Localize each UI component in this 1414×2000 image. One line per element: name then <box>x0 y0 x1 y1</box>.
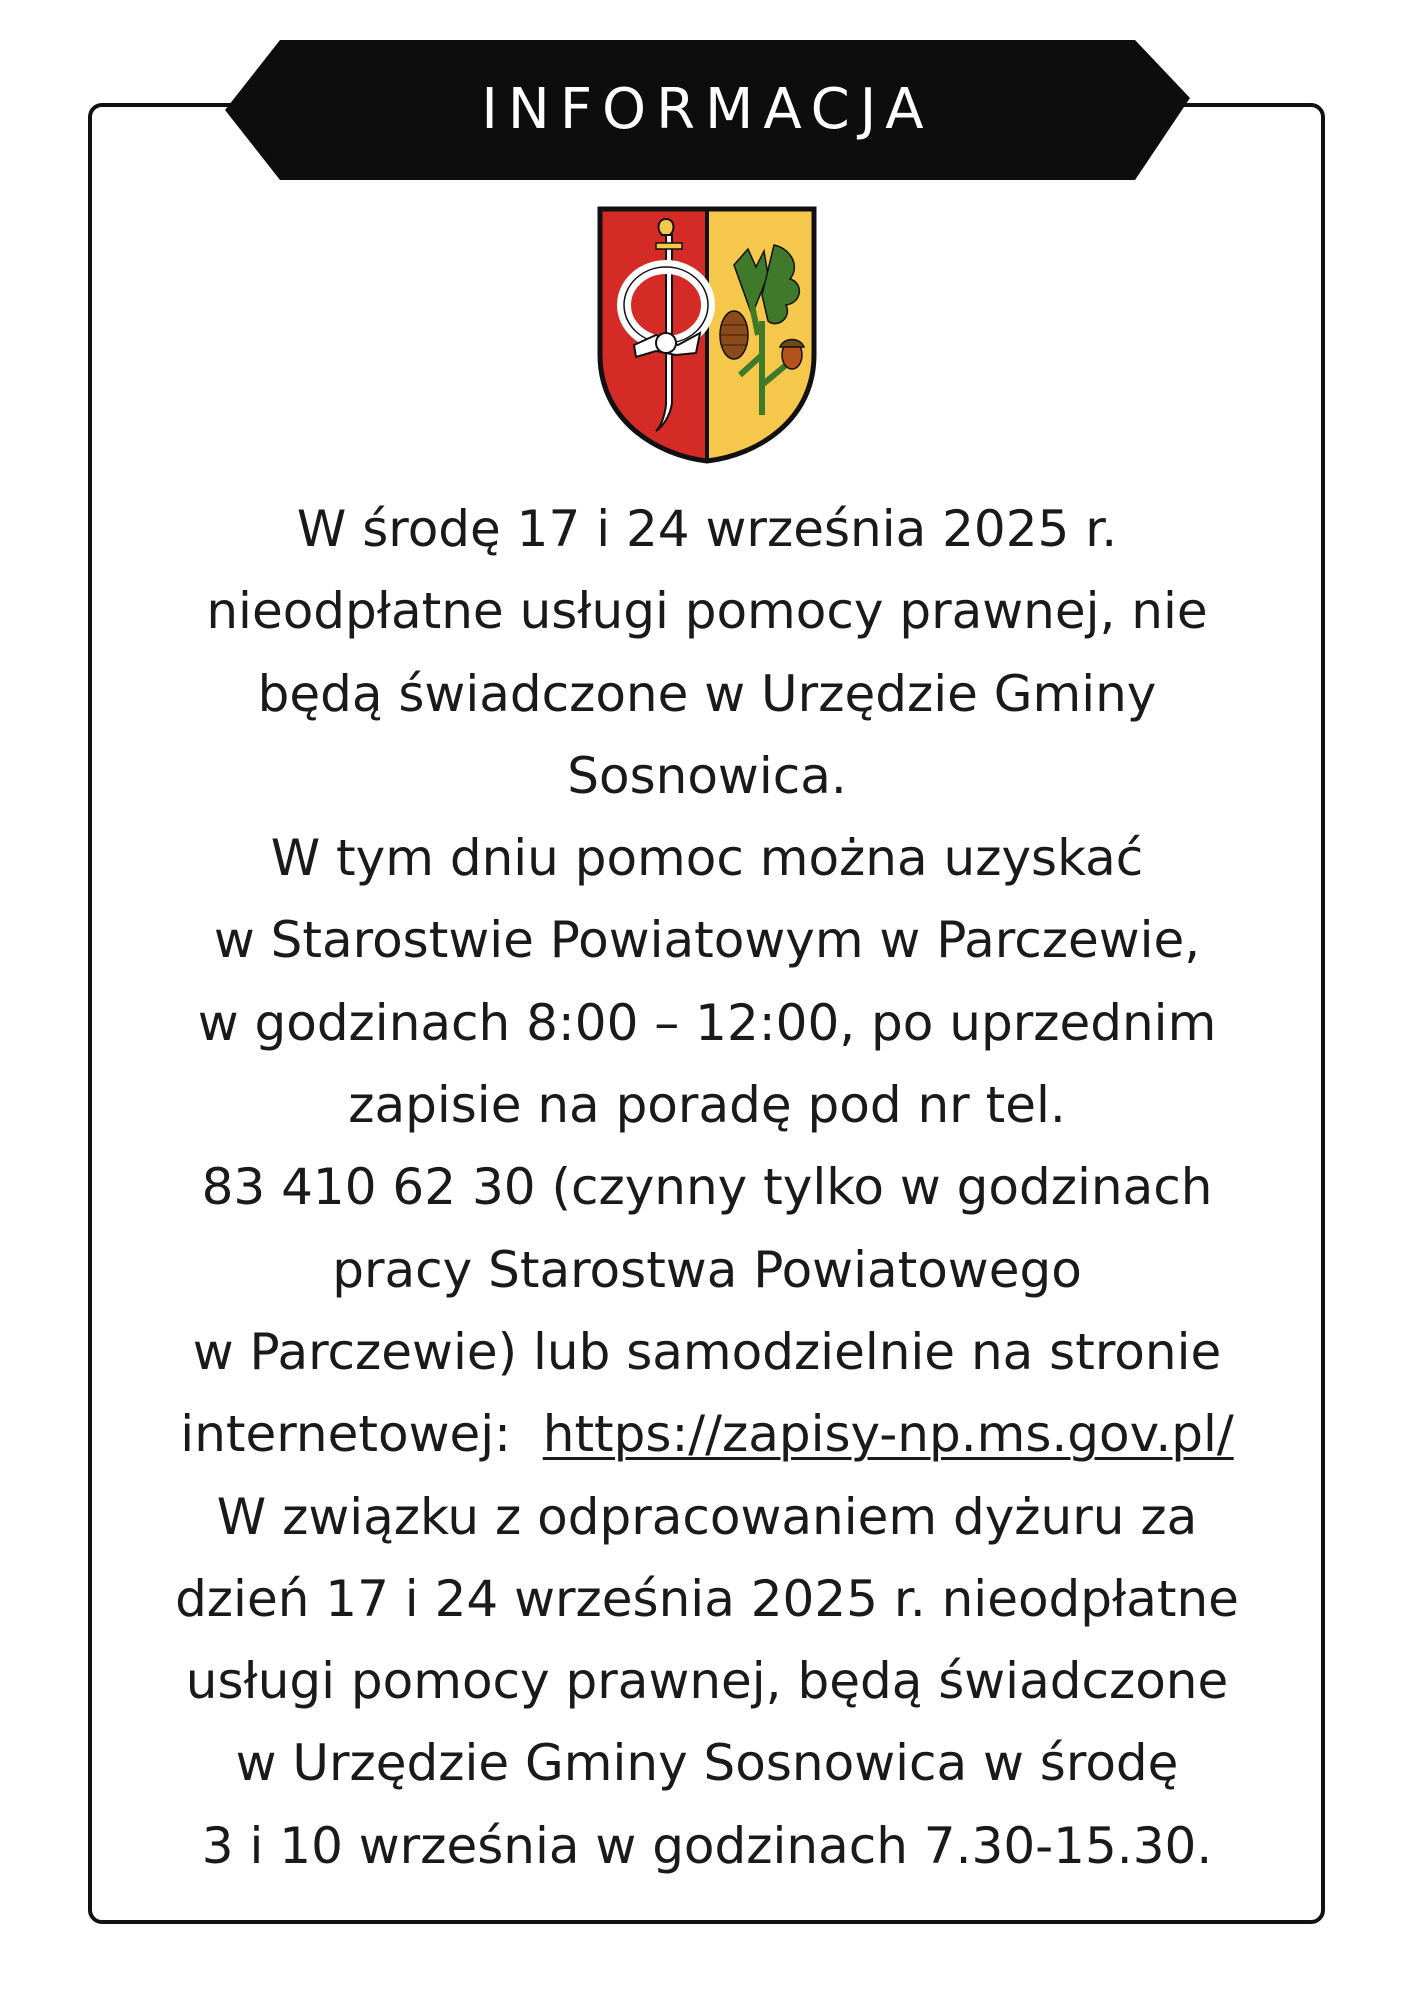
notice-line: będą świadczone w Urzędzie Gminy <box>257 664 1157 723</box>
notice-line: W środę 17 i 24 września 2025 r. <box>296 500 1118 558</box>
notice-line: 3 i 10 września w godzinach 7.30-15.30. <box>201 1816 1213 1875</box>
notice-line: zapisie na poradę pod nr tel. <box>348 1076 1066 1135</box>
notice-line: 83 410 62 30 (czynny tylko w godzinach <box>201 1158 1213 1217</box>
notice-text <box>108 488 1306 1887</box>
notice-line: pracy Starostwa Powiatowego <box>332 1240 1082 1299</box>
notice-line: w Starostwie Powiatowym w Parczewie, <box>213 911 1201 970</box>
banner-title: INFORMACJA <box>481 77 934 142</box>
header-banner <box>225 40 1190 180</box>
notice-line: w godzinach 8:00 – 12:00, po uprzednim <box>197 993 1217 1052</box>
notice-line: Sosnowica. <box>567 746 847 805</box>
notice-line: nieodpłatne usługi pomocy prawnej, nie <box>206 582 1208 641</box>
link-prefix: internetowej: <box>180 1405 511 1464</box>
notice-line: W tym dniu pomoc można uzyskać <box>270 829 1144 888</box>
notice-line: w Urzędzie Gminy Sosnowica w środę <box>235 1734 1179 1793</box>
notice-line: dzień 17 i 24 września 2025 r. nieodpłatne <box>175 1569 1239 1628</box>
notice-line: usługi pomocy prawnej, będą świadczone <box>185 1652 1229 1711</box>
notice-link-line <box>108 1393 1306 1475</box>
sosnowica-coat-of-arms-icon <box>596 205 818 465</box>
registration-link[interactable]: https://zapisy-np.ms.gov.pl/ <box>542 1405 1234 1464</box>
notice-line: W związku z odpracowaniem dyżuru za <box>216 1487 1198 1546</box>
notice-line: w Parczewie) lub samodzielnie na stronie <box>192 1322 1222 1381</box>
